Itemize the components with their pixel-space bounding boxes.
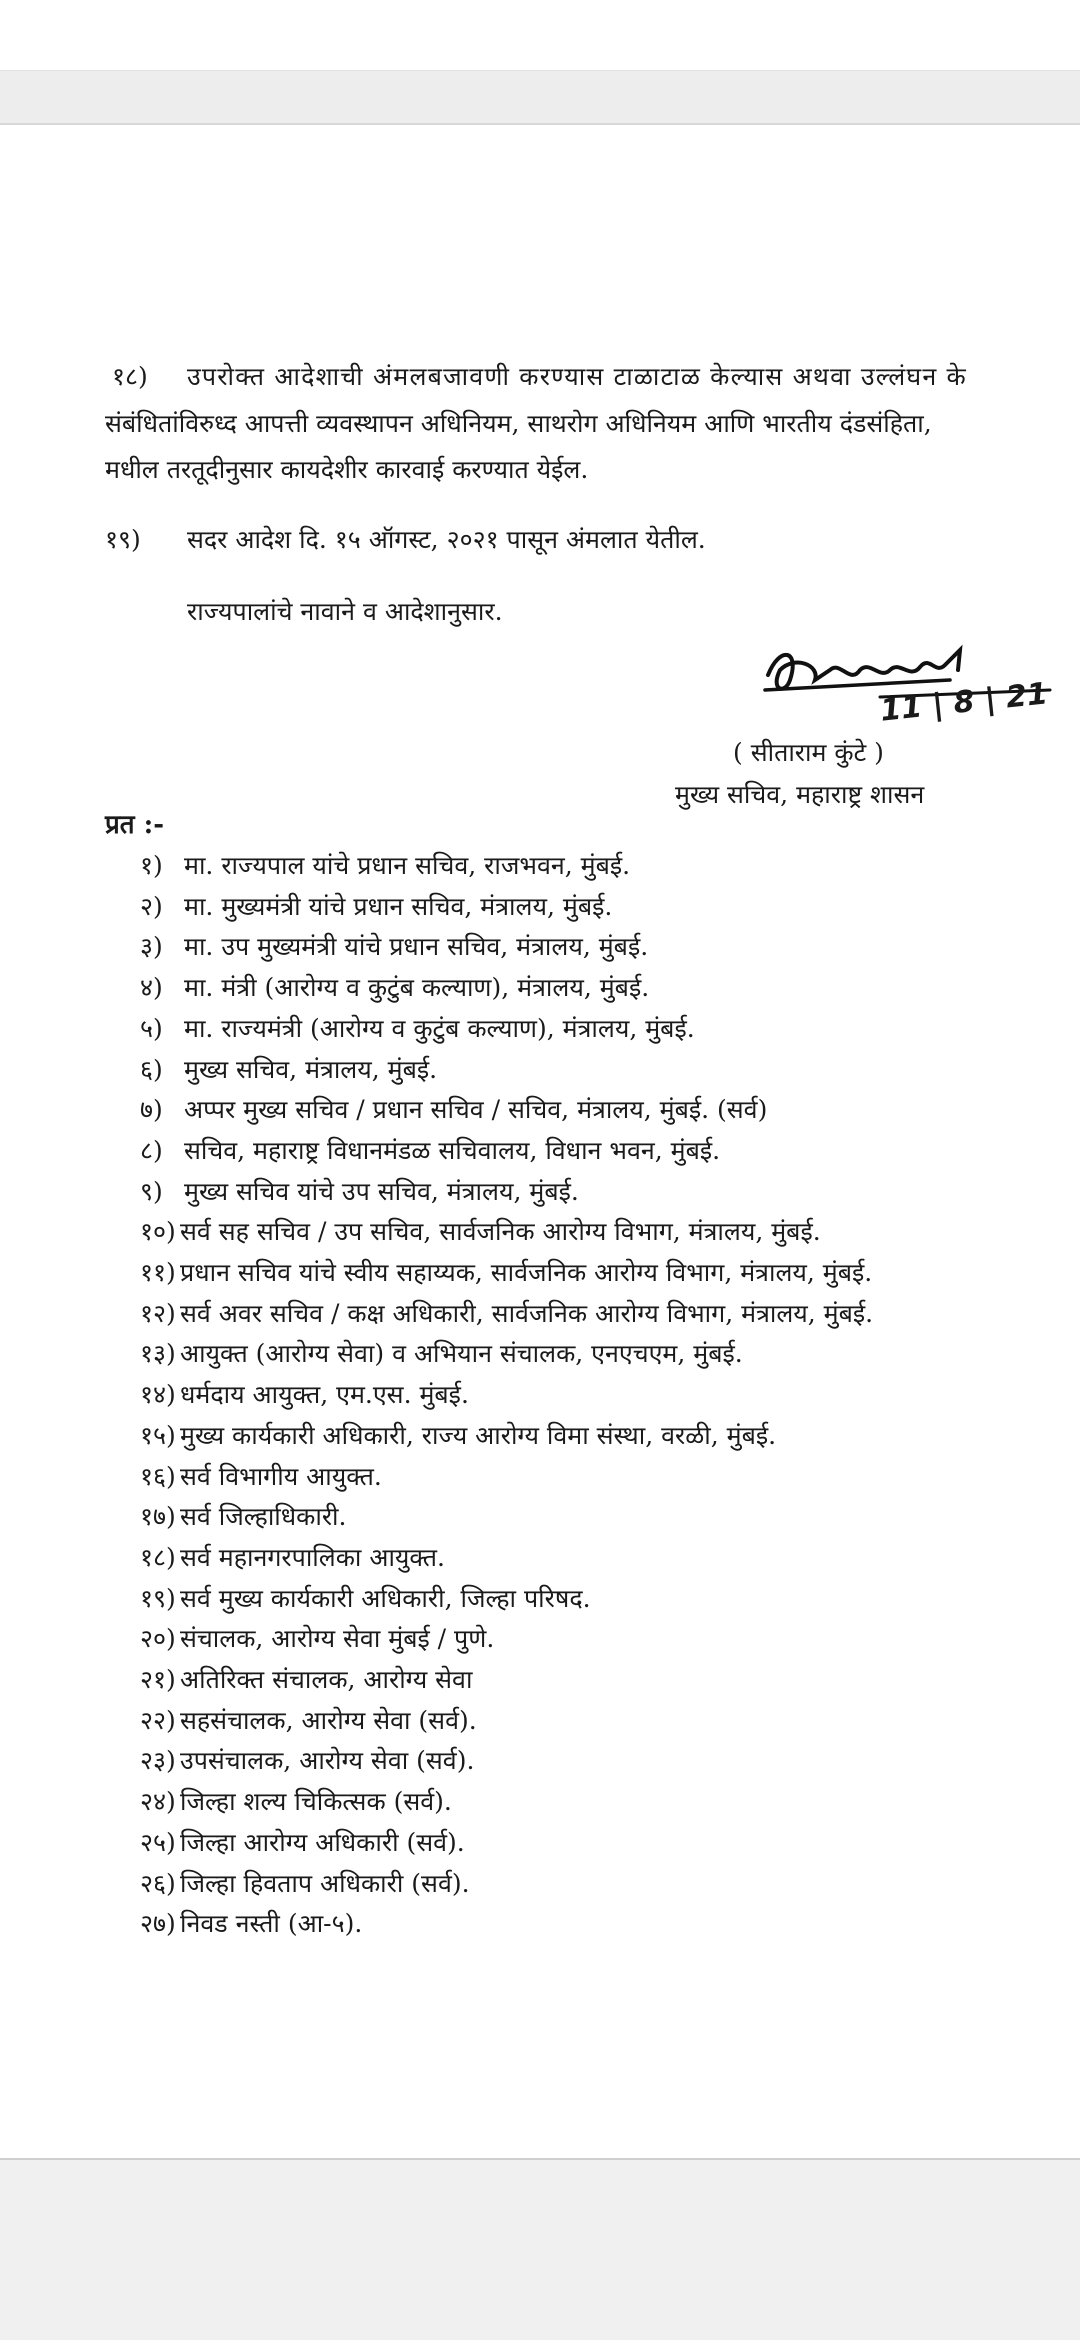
list-item — [140, 1581, 591, 1615]
list-item-number: १२) — [140, 1298, 176, 1328]
list-item — [140, 1336, 743, 1370]
list-item — [140, 1092, 767, 1126]
list-item-text: मा. मुख्यमंत्री यांचे प्रधान सचिव, मंत्रालय, मुंबई. — [184, 891, 613, 921]
list-item-number: २५) — [140, 1827, 176, 1857]
list-item-number: १३) — [140, 1339, 176, 1369]
list-item — [140, 1377, 469, 1411]
list-item-text: सर्व अवर सचिव / कक्ष अधिकारी, सार्वजनिक आरोग्य विभाग, मंत्रालय, मुंबई. — [180, 1298, 874, 1328]
para18-text-line1: उपरोक्त आदेशाची अंमलबजावणी करण्यास टाळाटाळ केल्यास अथवा उल्लंघन के — [187, 362, 967, 391]
list-item-text: जिल्हा शल्य चिकित्सक (सर्व). — [180, 1787, 452, 1817]
list-item-text: अतिरिक्त संचालक, आरोग्य सेवा — [180, 1665, 473, 1694]
list-item-number: १९) — [140, 1583, 176, 1613]
list-item — [140, 1825, 465, 1859]
list-item-text: मा. मंत्री (आरोग्य व कुटुंब कल्याण), मंत्रालय, मुंबई. — [184, 973, 650, 1003]
list-item-number: २७) — [140, 1909, 176, 1939]
list-item-number: ७) — [140, 1095, 163, 1125]
bottom-area — [0, 2160, 1080, 2340]
list-item-text: सहसंचालक, आरोग्य सेवा (सर्व). — [180, 1705, 477, 1735]
list-item-text: मा. राज्यपाल यांचे प्रधान सचिव, राजभवन, मुंबई. — [184, 851, 631, 880]
list-item-text: अप्पर मुख्य सचिव / प्रधान सचिव / सचिव, मंत्रालय, मुंबई. (सर्व) — [184, 1095, 768, 1125]
top-gap — [0, 70, 1080, 124]
list-item-text: सर्व सह सचिव / उप सचिव, सार्वजनिक आरोग्य विभाग, मंत्रालय, मुंबई. — [180, 1217, 821, 1247]
list-item-text: मा. राज्यमंत्री (आरोग्य व कुटुंब कल्याण), मंत्रालय, मुंबई. — [184, 1013, 695, 1043]
list-item-text: मुख्य सचिव यांचे उप सचिव, मंत्रालय, मुंबई. — [184, 1176, 579, 1206]
signature-date: 11 | 8 | 21 — [878, 676, 1050, 729]
list-item — [140, 1255, 872, 1289]
list-item-text: उपसंचालक, आरोग्य सेवा (सर्व). — [180, 1746, 475, 1776]
list-item — [140, 1784, 452, 1818]
signatory-name: ( सीताराम कुंटे ) — [733, 738, 884, 767]
list-item — [140, 1174, 579, 1208]
list-item-number: ४) — [140, 973, 163, 1003]
list-item-number: ११) — [140, 1258, 176, 1287]
para18-number: १८) — [112, 362, 148, 391]
list-item-number: २६) — [140, 1868, 176, 1898]
list-item-text: प्रधान सचिव यांचे स्वीय सहाय्यक, सार्वजनिक आरोग्य विभाग, मंत्रालय, मुंबई. — [180, 1258, 873, 1287]
list-item — [140, 929, 648, 963]
list-item-number: १७) — [140, 1502, 176, 1532]
list-item-number: ३) — [140, 932, 163, 962]
list-item-number: १८) — [140, 1542, 176, 1572]
list-item-number: १) — [140, 851, 163, 880]
signatory-designation: मुख्य सचिव, महाराष्ट्र शासन — [675, 780, 925, 809]
list-item-number: २) — [140, 891, 163, 921]
list-item-text: जिल्हा हिवताप अधिकारी (सर्व). — [180, 1868, 470, 1898]
list-item — [140, 1540, 445, 1574]
list-item-text: मुख्य सचिव, मंत्रालय, मुंबई. — [184, 1054, 438, 1084]
top-bar — [0, 0, 1080, 70]
list-item-number: ८) — [140, 1135, 163, 1165]
list-item — [140, 1418, 776, 1452]
list-item — [140, 1052, 437, 1086]
list-item-text: धर्मदाय आयुक्त, एम.एस. मुंबई. — [180, 1380, 469, 1410]
list-item-text: निवड नस्ती (आ-५). — [180, 1909, 363, 1939]
list-item — [140, 1662, 472, 1696]
copy-heading: प्रत :- — [105, 810, 165, 840]
list-item — [140, 1866, 470, 1900]
list-item — [140, 1133, 720, 1167]
list-item — [140, 1621, 494, 1655]
para19-text: सदर आदेश दि. १५ ऑगस्ट, २०२१ पासून अंमलात येतील. — [187, 525, 706, 554]
list-item-number: ९) — [140, 1176, 163, 1206]
list-item-text: मा. उप मुख्यमंत्री यांचे प्रधान सचिव, मंत्रालय, मुंबई. — [184, 932, 649, 962]
list-item-number: १५) — [140, 1420, 176, 1450]
list-item — [140, 1011, 695, 1045]
list-item-text: सर्व मुख्य कार्यकारी अधिकारी, जिल्हा परिषद. — [180, 1583, 591, 1613]
list-item-number: १६) — [140, 1461, 176, 1491]
para19-number: १९) — [105, 525, 141, 554]
list-item-text: सर्व जिल्हाधिकारी. — [180, 1502, 347, 1532]
list-item — [140, 1296, 873, 1330]
list-item-number: २१) — [140, 1665, 176, 1694]
list-item-text: आयुक्त (आरोग्य सेवा) व अभियान संचालक, एनएचएम, मुंबई. — [180, 1339, 743, 1369]
list-item-text: सचिव, महाराष्ट्र विधानमंडळ सचिवालय, विधान भवन, मुंबई. — [184, 1135, 721, 1165]
para18-line3: मधील तरतूदीनुसार कायदेशीर कारवाई करण्यात येईल. — [105, 455, 589, 484]
list-item-text: सर्व विभागीय आयुक्त. — [180, 1461, 382, 1491]
governor-order: राज्यपालांचे नावाने व आदेशानुसार. — [187, 597, 503, 626]
list-item — [140, 1703, 477, 1737]
list-item-number: २४) — [140, 1787, 176, 1817]
para19 — [105, 522, 706, 556]
list-item — [140, 889, 612, 923]
list-item — [140, 1214, 821, 1248]
list-item — [140, 1743, 474, 1777]
list-item-text: जिल्हा आरोग्य अधिकारी (सर्व). — [180, 1827, 465, 1857]
para18-line1 — [112, 359, 967, 393]
list-item — [140, 1459, 382, 1493]
list-item-text: मुख्य कार्यकारी अधिकारी, राज्य आरोग्य विमा संस्था, वरळी, मुंबई. — [180, 1420, 777, 1450]
list-item-number: १४) — [140, 1380, 176, 1410]
list-item-text: संचालक, आरोग्य सेवा मुंबई / पुणे. — [180, 1624, 495, 1654]
list-item-text: सर्व महानगरपालिका आयुक्त. — [180, 1542, 445, 1572]
list-item — [140, 848, 630, 882]
document-page[interactable] — [0, 123, 1080, 2161]
list-item-number: २३) — [140, 1746, 176, 1776]
list-item — [140, 970, 649, 1004]
list-item-number: २२) — [140, 1705, 176, 1735]
list-item-number: २०) — [140, 1624, 176, 1654]
para18-line2: संबंधितांविरुध्द आपत्ती व्यवस्थापन अधिनियम, साथरोग अधिनियम आणि भारतीय दंडसंहिता, — [105, 409, 932, 438]
list-item — [140, 1906, 362, 1940]
list-item-number: ५) — [140, 1013, 163, 1043]
list-item-number: १०) — [140, 1217, 176, 1247]
list-item-number: ६) — [140, 1054, 163, 1084]
list-item — [140, 1499, 346, 1533]
